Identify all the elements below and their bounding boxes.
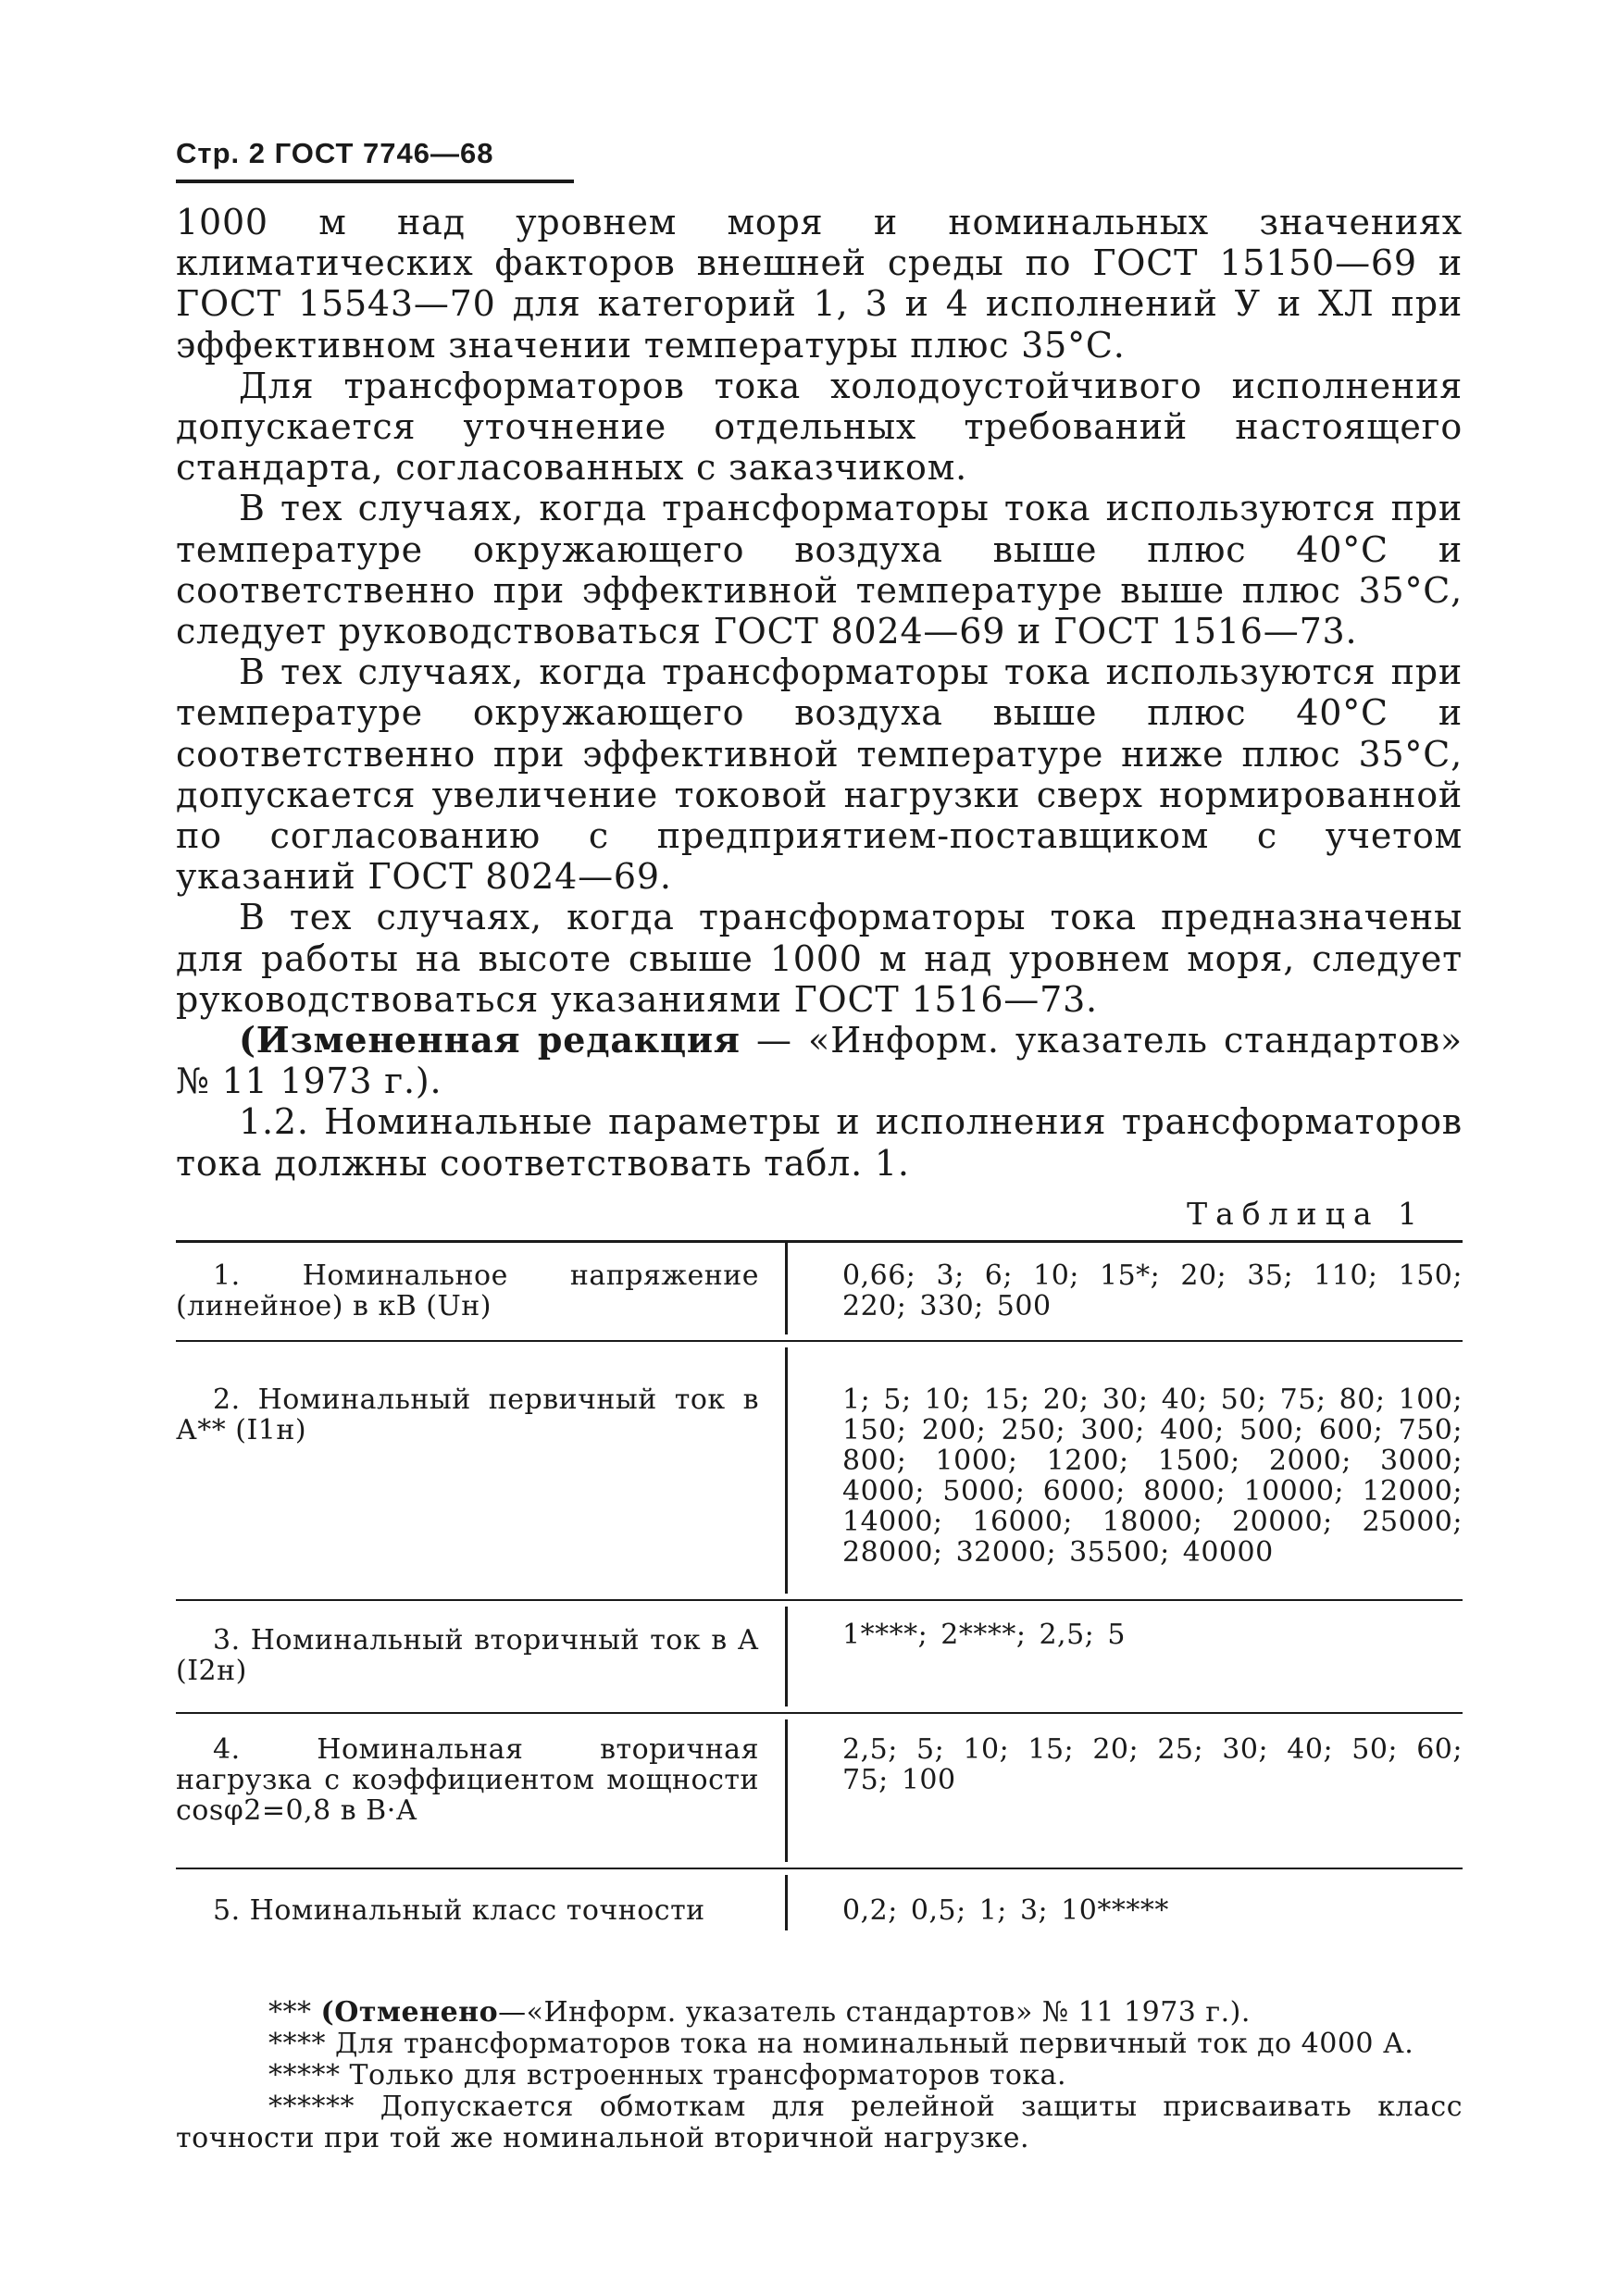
table-cell-parameter: 1. Номинальное напряжение (линейное) в кВ (Uн) xyxy=(176,1260,759,1322)
table-column-divider xyxy=(785,1875,788,1930)
table-cell-parameter: 3. Номинальный вторичный ток в А (I2н) xyxy=(176,1624,759,1687)
amendment-note xyxy=(176,1020,1463,1101)
table-row-rule xyxy=(176,1599,1463,1601)
page-header: Стр. 2 ГОСТ 7746—68 xyxy=(176,137,574,183)
footnote-cancelled-bold: (Отменено xyxy=(320,1996,499,2029)
table-cell-parameter: 4. Номинальная вторичная нагрузка с коэффициентом мощности cosφ2=0,8 в В·А xyxy=(176,1733,759,1827)
paragraph-load-increase: В тех случаях, когда трансформаторы тока используются при температуре окружающего воздуха выше плюс 40°С и соответственно при эффективной температуре ниже плюс 35°С, допускается увеличение токовой нагрузки сверх нормированной по согласованию с предприятием-поставщиком с учетом указаний ГОСТ 8024—69. xyxy=(176,652,1463,898)
table-row-rule xyxy=(176,1340,1463,1342)
footnote-cancelled xyxy=(176,1997,1463,2029)
footnotes xyxy=(176,1997,1463,2154)
footnote-primary-current: **** Для трансформаторов тока на номинальный первичный ток до 4000 А. xyxy=(268,2028,1414,2060)
table-top-rule xyxy=(176,1240,1463,1243)
table-cell-values: 1****; 2****; 2,5; 5 xyxy=(842,1619,1126,1651)
table-cell-values: 1; 5; 10; 15; 20; 30; 40; 50; 75; 80; 100; 150; 200; 250; 300; 400; 500; 600; 750; 800; 1000; 1200; 1500; 2000; 3000; 4000; 5000; 6000; 8000; 10000; 12000; 14000; 16000; 18000; 20000; 25000; 28000; 32000; 35500; 40000 xyxy=(842,1384,1463,1569)
table-column-divider xyxy=(785,1607,788,1706)
table-cell-parameter: 2. Номинальный первичный ток в А** (I1н) xyxy=(176,1384,759,1446)
table-row-rule xyxy=(176,1868,1463,1869)
paragraph-continuation: 1000 м над уровнем моря и номинальных значениях климатических факторов внешней среды по ГОСТ 15150—69 и ГОСТ 15543—70 для категорий 1, 3 и 4 исполнений У и ХЛ при эффективном значении температуры плюс 35°С. xyxy=(176,202,1463,366)
table-row-rule xyxy=(176,1712,1463,1714)
amendment-rest: — «Информ. указатель стандартов» № 11 1973 г.). xyxy=(176,1020,1463,1102)
table-cell-parameter: 5. Номинальный класс точности xyxy=(213,1894,705,1927)
table-column-divider xyxy=(785,1719,788,1862)
paragraph-cold-resistant: Для трансформаторов тока холодоустойчивого исполнения допускается уточнение отдельных требований настоящего стандарта, согласованных с заказчиком. xyxy=(176,365,1463,489)
paragraph-altitude: В тех случаях, когда трансформаторы тока предназначены для работы на высоте свыше 1000 м над уровнем моря, следует руководствоваться указаниями ГОСТ 1516—73. xyxy=(176,897,1463,1020)
body-text xyxy=(176,202,1463,1184)
table-cell-values: 0,2; 0,5; 1; 3; 10***** xyxy=(842,1894,1169,1927)
amendment-bold: (Измененная редакция xyxy=(239,1019,741,1061)
footnote-cancelled-rest: —«Информ. указатель стандартов» № 11 1973 г.). xyxy=(498,1996,1251,2029)
clause-1-2: 1.2. Номинальные параметры и исполнения трансформаторов тока должны соответствовать табл. 1. xyxy=(176,1101,1463,1184)
table-caption: Таблица 1 xyxy=(1187,1196,1426,1232)
paragraph-high-temp: В тех случаях, когда трансформаторы тока используются при температуре окружающего воздуха выше плюс 40°С и соответственно при эффективной температуре выше плюс 35°С, следует руководствоваться ГОСТ 8024—69 и ГОСТ 1516—73. xyxy=(176,488,1463,652)
table-cell-values: 2,5; 5; 10; 15; 20; 25; 30; 40; 50; 60; 75; 100 xyxy=(842,1733,1463,1796)
table-column-divider xyxy=(785,1347,788,1594)
table-cell-values: 0,66; 3; 6; 10; 15*; 20; 35; 110; 150; 220; 330; 500 xyxy=(842,1260,1463,1322)
footnote-mark: *** xyxy=(268,1996,321,2029)
footnote-relay-protection: ****** Допускается обмоткам для релейной защиты присваивать класс точности при той же номинальной вторичной нагрузке. xyxy=(176,2091,1463,2154)
footnote-built-in: ***** Только для встроенных трансформаторов тока. xyxy=(268,2059,1067,2091)
table-column-divider xyxy=(785,1242,788,1334)
